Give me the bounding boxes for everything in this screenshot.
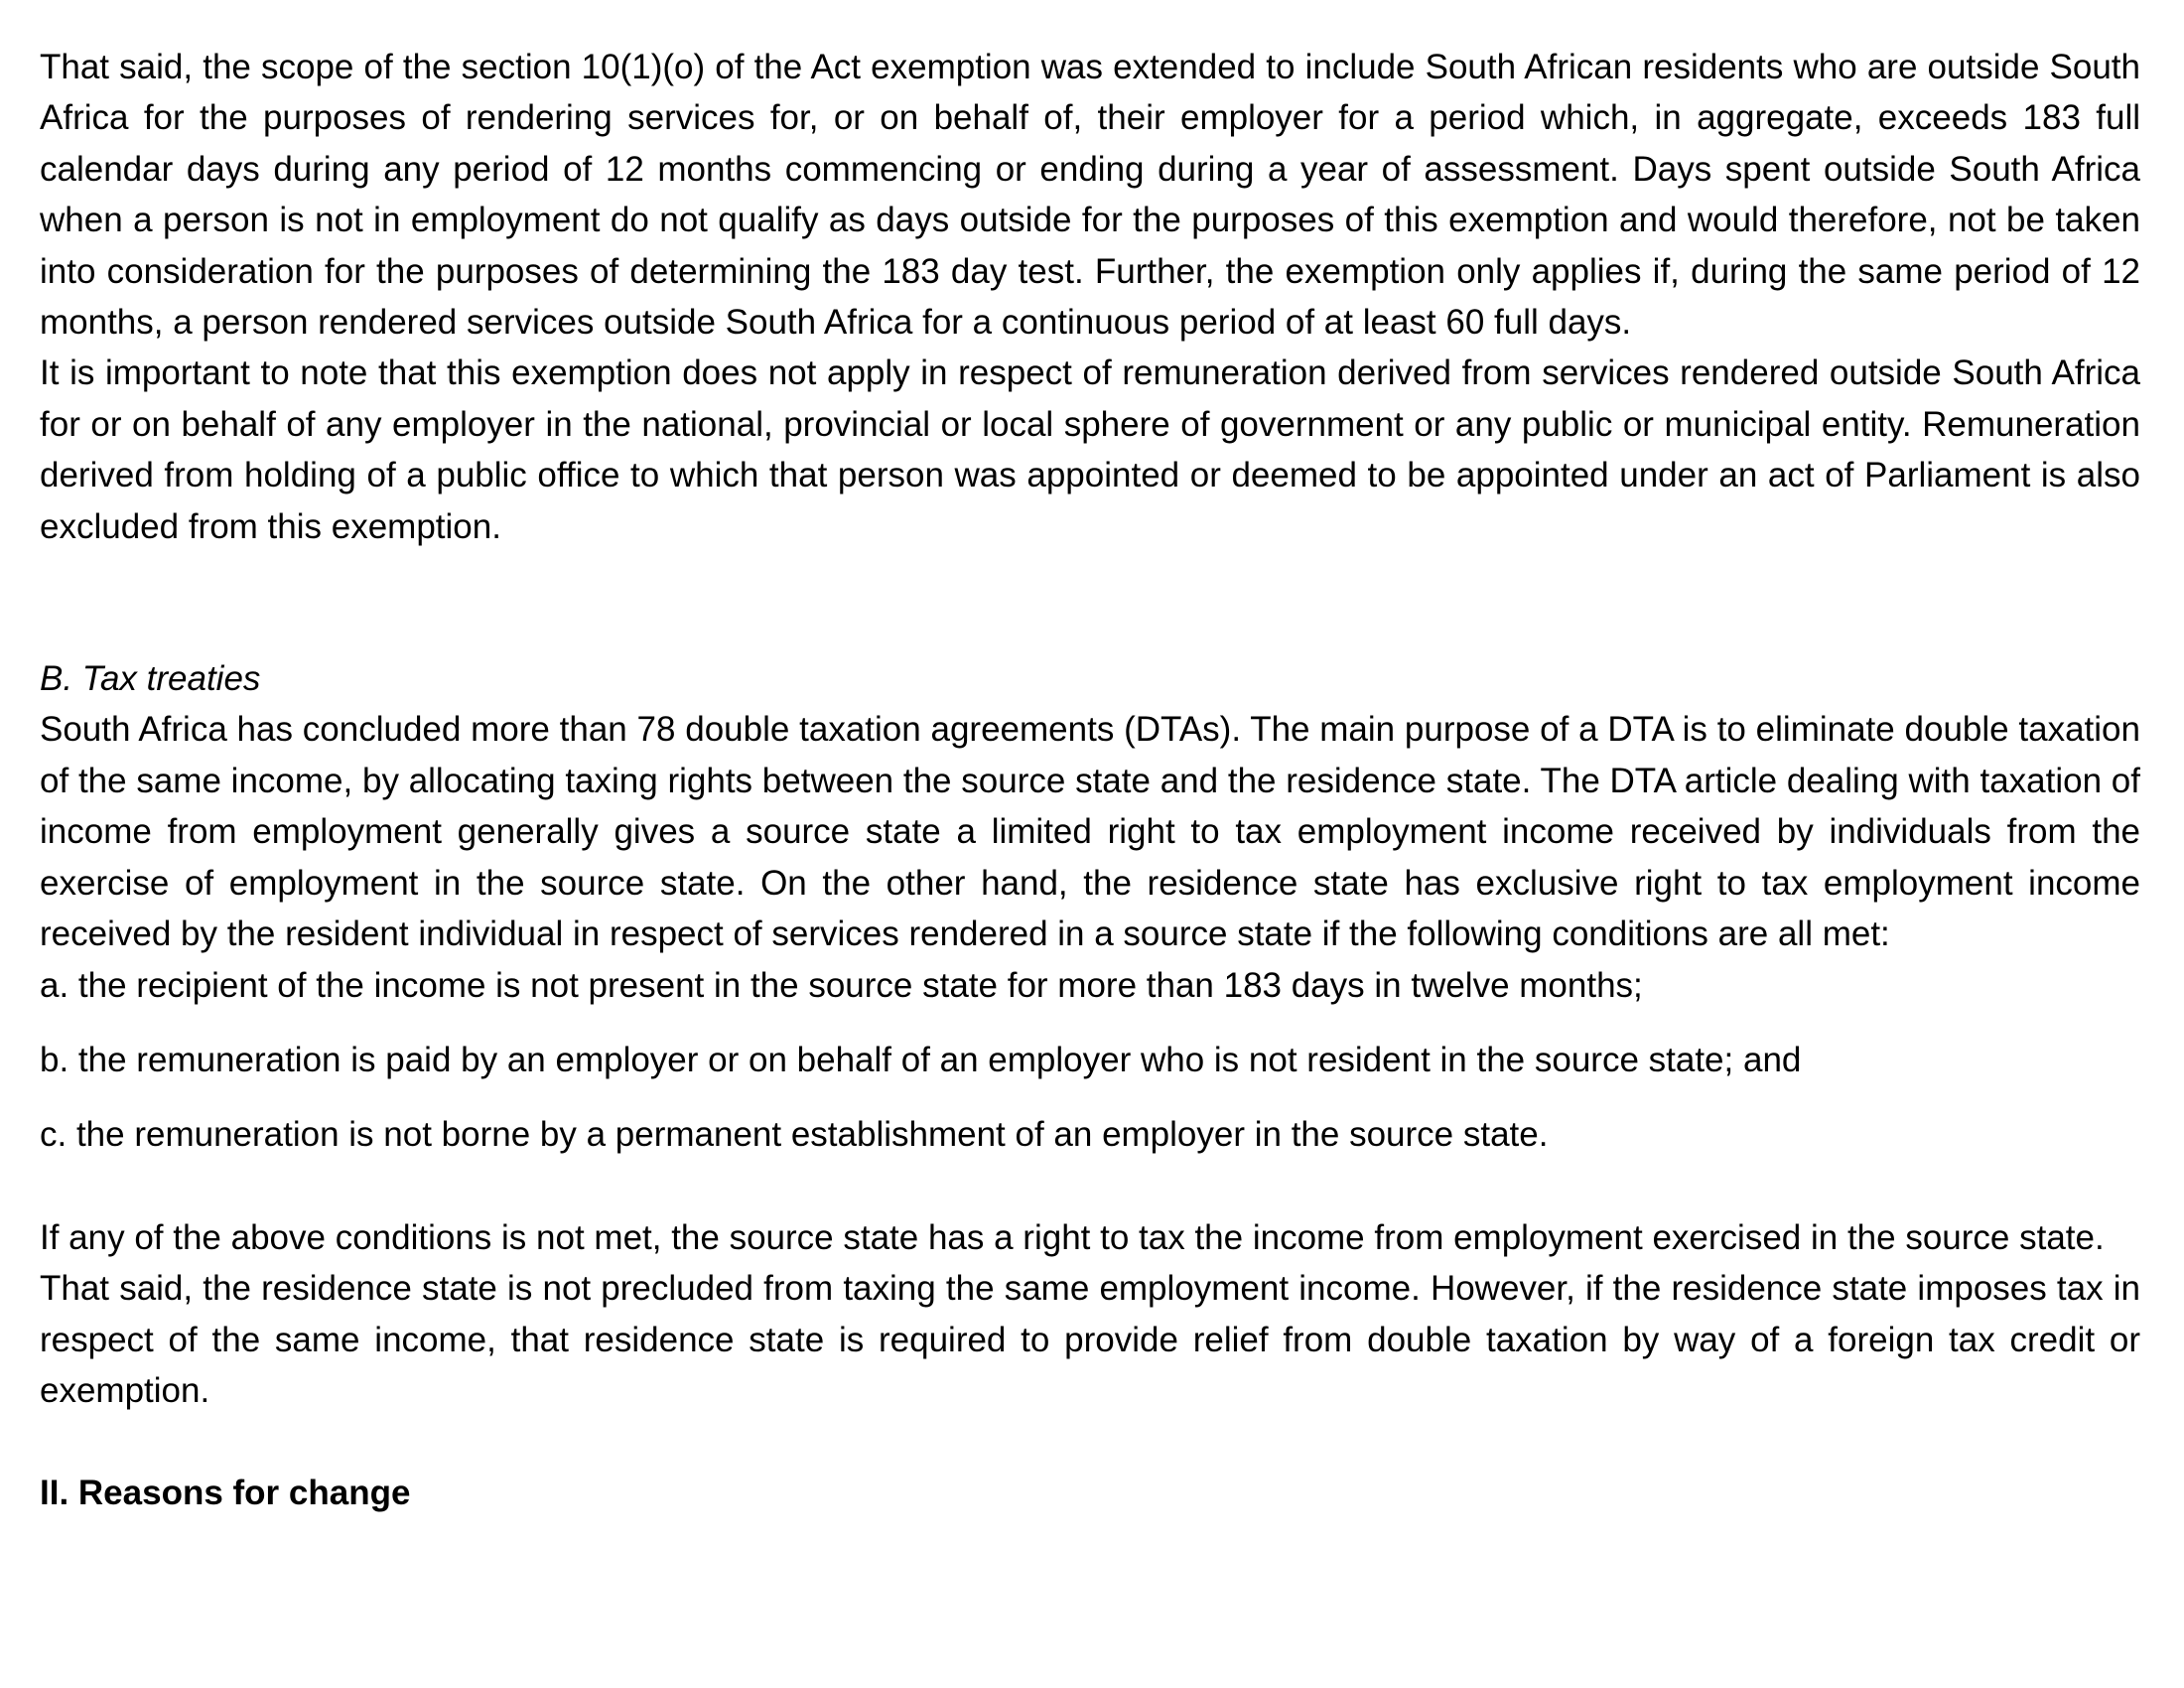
section-heading-tax-treaties: B. Tax treaties xyxy=(40,659,261,699)
document-page xyxy=(40,42,2140,1519)
paragraph-section-10-1-o-scope: That said, the scope of the section 10(1)(o) of the Act exemption was extended to include South African residents who are outside South Africa for the purposes of rendering services for, or on behalf of, their employer for a period which, in aggregate, exceeds 183 full calendar days during any period of 12 months commencing or ending during a year of assessment. Days spent outside South Africa when a person is not in employment do not qualify as days outside for the purposes of this exemption and would therefore, not be taken into consideration for the purposes of determining the 183 day test. Further, the exemption only applies if, during the same period of 12 months, a person rendered services outside South Africa for a continuous period of at least 60 full days. xyxy=(40,48,2140,343)
spacer xyxy=(40,1011,2140,1035)
condition-item-c: c. the remuneration is not borne by a permanent establishment of an employer in the source state. xyxy=(40,1115,1549,1155)
spacer xyxy=(40,1085,2140,1109)
condition-item-a: a. the recipient of the income is not present in the source state for more than 183 days in twelve months; xyxy=(40,965,1643,1005)
paragraph-source-state-right: If any of the above conditions is not met, the source state has a right to tax the income from employment exercised in the source state. xyxy=(40,1217,2105,1257)
spacer xyxy=(40,1416,2140,1468)
condition-item-b: b. the remuneration is paid by an employer or on behalf of an employer who is not resident in the source state; and xyxy=(40,1040,1802,1079)
spacer xyxy=(40,552,2140,653)
paragraph-residence-state-relief: That said, the residence state is not precluded from taxing the same employment income. However, if the residence state imposes tax in respect of the same income, that residence state is required to provide relief from double taxation by way of a foreign tax credit or exemption. xyxy=(40,1269,2140,1410)
paragraph-exemption-exclusions: It is important to note that this exemption does not apply in respect of remuneration derived from services rendered outside South Africa for or on behalf of any employer in the national, provincial or local sphere of government or any public or municipal entity. Remuneration derived from holding of a public office to which that person was appointed or deemed to be appointed under an act of Parliament is also excluded from this exemption. xyxy=(40,353,2140,546)
paragraph-dta-intro: South Africa has concluded more than 78 double taxation agreements (DTAs). The main purpose of a DTA is to eliminate double taxation of the same income, by allocating taxing rights between the source state and the residence state. The DTA article dealing with taxation of income from employment generally gives a source state a limited right to tax employment income received by individuals from the exercise of employment in the source state. On the other hand, the residence state has exclusive right to tax employment income received by the resident individual in respect of services rendered in a source state if the following conditions are all met: xyxy=(40,710,2140,954)
section-heading-reasons-for-change: II. Reasons for change xyxy=(40,1474,411,1513)
spacer xyxy=(40,1161,2140,1212)
